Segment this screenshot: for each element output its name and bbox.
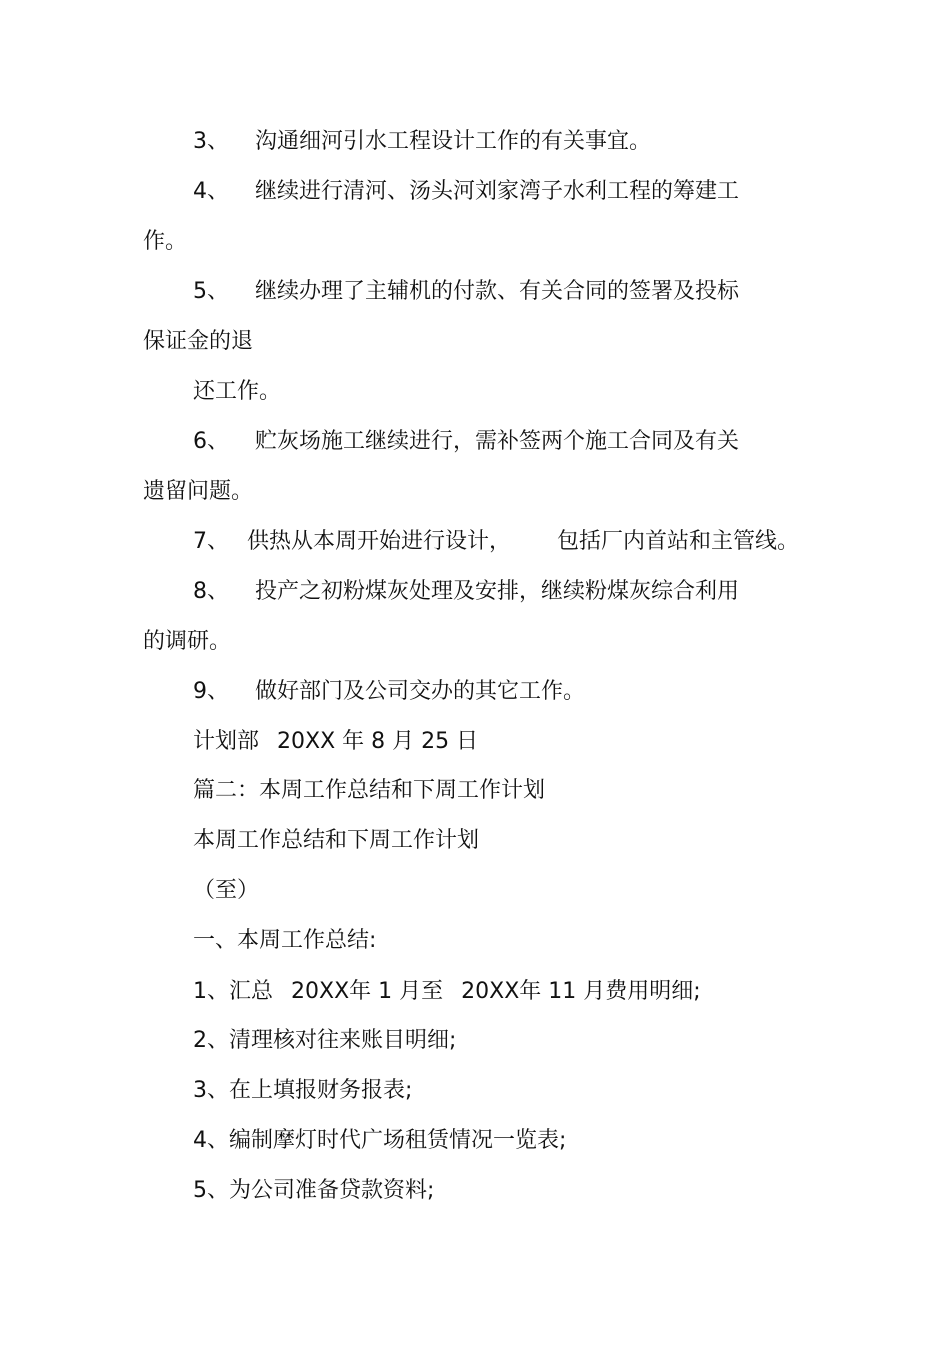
list-item: [193, 977, 701, 1007]
list-item: [193, 177, 739, 207]
item-text: 为公司准备贷款资料;: [229, 1178, 435, 1203]
item-number: 5、: [193, 279, 229, 304]
list-item: [193, 1126, 566, 1156]
item-text: 编制摩灯时代广场租赁情况一览表;: [229, 1128, 567, 1153]
item-text: 沟通细河引水工程设计工作的有关事宜。: [255, 129, 652, 154]
item-number: 3、: [193, 129, 229, 154]
list-item: [193, 577, 739, 607]
item-text: 投产之初粉煤灰处理及安排，继续粉煤灰综合利用: [255, 579, 740, 604]
section-heading: 篇二：本周工作总结和下周工作计划: [193, 778, 546, 803]
list-item: [193, 527, 799, 557]
item-text: 贮灰场施工继续进行，需补签两个施工合同及有关: [255, 429, 740, 454]
list-item: [193, 277, 739, 307]
item-number: 4、: [193, 1128, 229, 1153]
list-item: [193, 677, 585, 707]
list-item: [193, 1026, 456, 1056]
list-item: [193, 127, 651, 157]
item-continuation: 作。: [143, 229, 188, 254]
item-text: 在上填报财务报表;: [229, 1078, 413, 1103]
item-text: 包括厂内首站和主管线。: [557, 529, 800, 554]
item-continuation: 的调研。: [143, 629, 232, 654]
item-continuation: 还工作。: [193, 379, 282, 404]
item-number: 1、: [193, 979, 229, 1004]
item-number: 9、: [193, 679, 229, 704]
item-number: 7、: [193, 529, 229, 554]
summary-heading: 一、本周工作总结:: [193, 928, 377, 953]
list-item: [193, 427, 739, 457]
date-range: （至）: [193, 878, 260, 903]
signature-line: [193, 727, 478, 757]
item-number: 6、: [193, 429, 229, 454]
item-text: 供热从本周开始进行设计，: [247, 529, 512, 554]
section-title: 本周工作总结和下周工作计划: [193, 828, 480, 853]
signature-dept: 计划部: [193, 729, 260, 754]
item-text: 汇总: [229, 979, 274, 1004]
item-continuation: 遗留问题。: [143, 479, 254, 504]
item-text: 清理核对往来账目明细;: [229, 1028, 457, 1053]
signature-date: 20XX 年 8 月 25 日: [277, 729, 479, 754]
item-text: 20XX年 11 月费用明细;: [461, 979, 701, 1004]
item-number: 5、: [193, 1178, 229, 1203]
item-text: 做好部门及公司交办的其它工作。: [255, 679, 586, 704]
item-number: 8、: [193, 579, 229, 604]
item-number: 3、: [193, 1078, 229, 1103]
item-number: 4、: [193, 179, 229, 204]
list-item: [193, 1176, 434, 1206]
item-text: 继续进行清河、汤头河刘家湾子水利工程的筹建工: [255, 179, 740, 204]
item-text: 继续办理了主辅机的付款、有关合同的签署及投标: [255, 279, 740, 304]
item-text: 20XX年 1 月至: [291, 979, 444, 1004]
list-item: [193, 1076, 412, 1106]
item-continuation: 保证金的退: [143, 329, 254, 354]
item-number: 2、: [193, 1028, 229, 1053]
